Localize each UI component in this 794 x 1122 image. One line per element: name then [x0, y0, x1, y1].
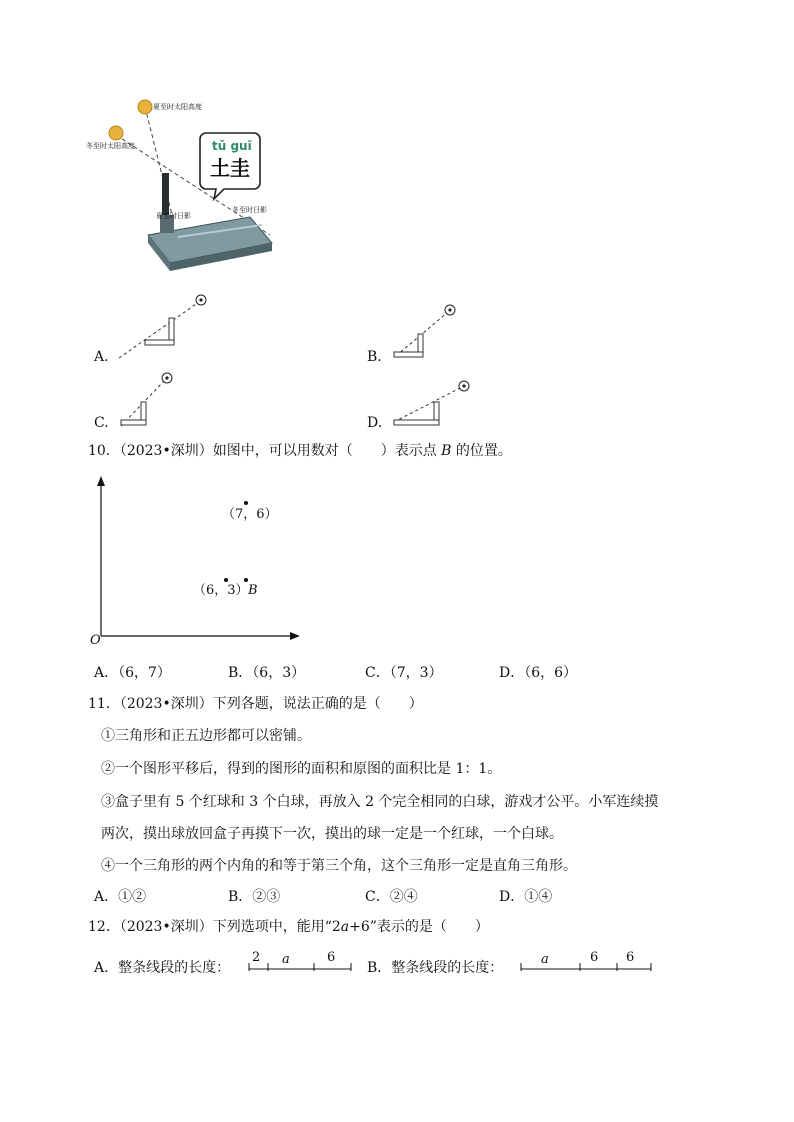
point-7-6-label: （7，6）	[222, 507, 278, 522]
q9-option-b-label[interactable]: B.	[367, 349, 382, 365]
base	[121, 420, 146, 425]
q12-option-a[interactable]: A．整条线段的长度：	[94, 960, 231, 976]
q11-statement-3a: ③盒子里有 5 个红球和 3 个白球，再放入 2 个完全相同的白球，游戏才公平。小军连续摸	[101, 794, 659, 810]
base	[145, 340, 174, 345]
q10-point-var: B	[441, 443, 452, 459]
q12-b-seg-2: 6	[590, 950, 599, 965]
q10-option-b[interactable]: B．（6，3）	[228, 665, 306, 681]
q9-option-c-label[interactable]: C.	[94, 415, 109, 431]
origin-label: O	[90, 633, 101, 648]
q9-option-d-figure	[388, 376, 488, 432]
q11-statement-3b: 两次，摸出球放回盒子再摸下一次，摸出的球一定是一个红球，一个白球。	[101, 826, 563, 842]
q12-a-seg-2: a	[282, 952, 290, 967]
tugui-title: 土圭	[210, 156, 250, 180]
q11-statement-2: ②一个图形平移后，得到的图形的面积和原图的面积比是 1：1。	[101, 761, 502, 777]
base	[394, 420, 439, 425]
q9-option-d-label[interactable]: D.	[367, 415, 383, 431]
q10-option-c[interactable]: C．（7，3）	[365, 665, 443, 681]
q12-b-seg-3: 6	[626, 950, 635, 965]
point-6-3-label: （6，3）	[193, 583, 249, 598]
q10-option-a[interactable]: A．（6，7）	[94, 665, 171, 681]
q11-statement-4: ④一个三角形的两个内角的和等于第三个角，这个三角形一定是直角三角形。	[101, 858, 577, 874]
summer-sun-label: 夏至时太阳高度	[153, 103, 202, 111]
q12-a-seg-1: 2	[252, 950, 261, 965]
q12-stem: 12．（2023•深圳）下列选项中，能用“2a+6”表示的是（ ）	[88, 919, 489, 935]
winter-sun-icon	[109, 126, 123, 140]
tugui-illustration	[100, 95, 290, 285]
q11-option-d[interactable]: D．①④	[499, 889, 553, 905]
sun-ray	[119, 302, 199, 358]
base	[394, 352, 423, 357]
q9-option-a-label[interactable]: A.	[94, 349, 109, 365]
sun-ray	[394, 388, 460, 422]
point-7-6	[244, 501, 248, 505]
winter-shadow-label: 冬至时日影	[232, 206, 267, 214]
q10-stem: 10．（2023•深圳）如图中，可以用数对（ ）表示点 B 的位置。	[88, 443, 512, 459]
point-6-3	[224, 578, 228, 582]
q10-coordinate-graph	[86, 474, 306, 649]
q10-option-d[interactable]: D．（6，6）	[499, 665, 578, 681]
point-b-label: B	[248, 583, 258, 598]
summer-shadow-label: 夏至时日影	[156, 212, 191, 220]
q11-stem: 11．（2023•深圳）下列各题，说法正确的是（ ）	[88, 696, 423, 712]
x-axis-arrow-icon	[290, 632, 300, 640]
q12-b-seg-1: a	[541, 952, 549, 967]
q11-option-a[interactable]: A．①②	[94, 889, 147, 905]
y-axis-arrow-icon	[97, 476, 105, 486]
q11-option-c[interactable]: C．②④	[365, 889, 418, 905]
q9-option-a-figure	[115, 288, 215, 366]
winter-sun-label: 冬至时太阳高度	[86, 142, 135, 150]
q12-option-b[interactable]: B．整条线段的长度：	[367, 960, 504, 976]
q12-a-seg-3: 6	[327, 950, 336, 965]
q9-option-b-figure	[388, 300, 468, 364]
q12-option-a-segment	[246, 950, 354, 976]
point-b	[244, 578, 248, 582]
summer-sun-icon	[138, 100, 152, 114]
q9-option-c-figure	[115, 368, 195, 432]
tugui-pinyin: tǔ guī	[212, 139, 252, 153]
q11-option-b[interactable]: B．②③	[228, 889, 281, 905]
q11-statement-1: ①三角形和正五边形都可以密铺。	[101, 728, 311, 744]
